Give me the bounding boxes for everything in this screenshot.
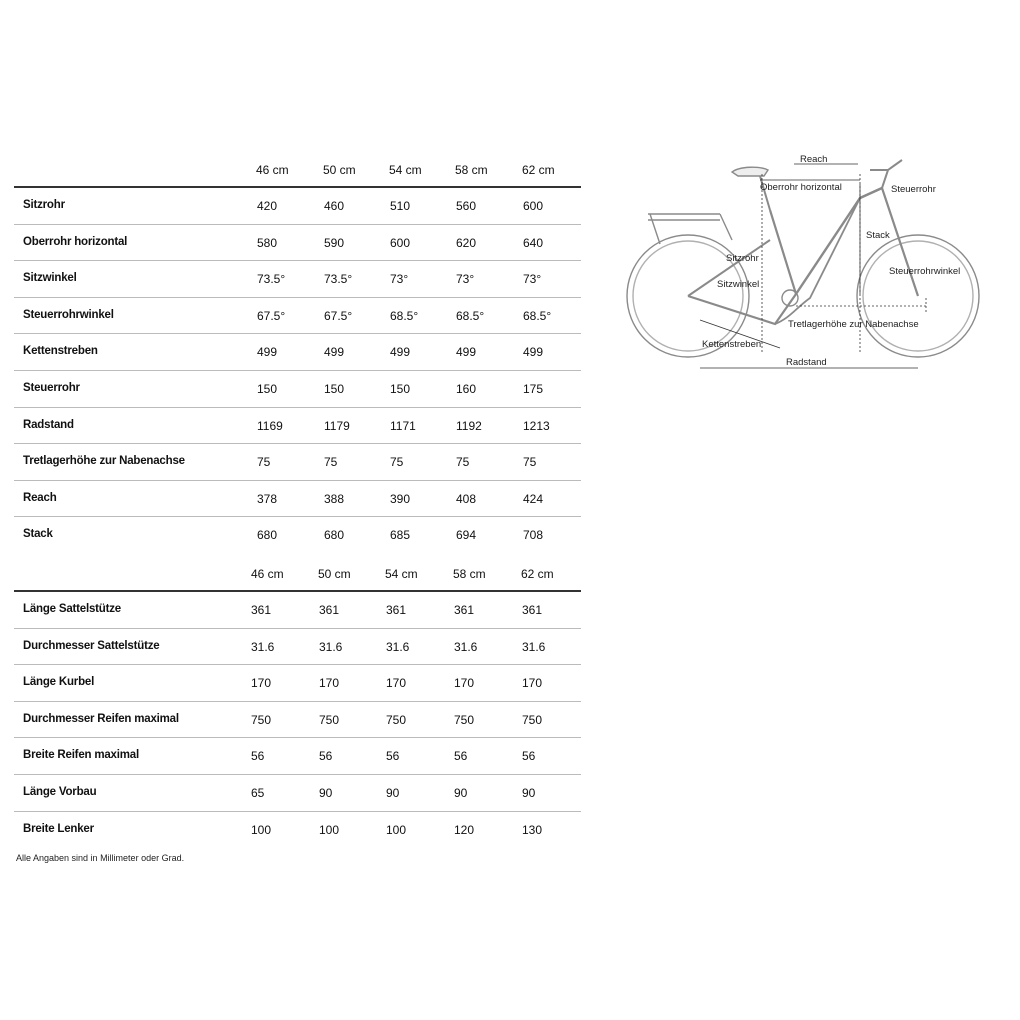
cell-value: 640	[523, 235, 544, 250]
components-table-header	[14, 556, 581, 592]
cell-value: 75	[456, 455, 470, 470]
cell-value: 68.5°	[456, 308, 485, 323]
label-stack: Stack	[866, 230, 890, 241]
cell-value: 361	[386, 603, 407, 617]
label-kettenstreben: Kettenstreben	[702, 339, 762, 350]
table-row	[14, 702, 581, 739]
cell-value: 90	[386, 785, 400, 800]
row-label: Länge Sattelstütze	[23, 603, 122, 615]
cell-value: 424	[523, 491, 544, 506]
row-label: Durchmesser Sattelstütze	[23, 639, 160, 652]
cell-value: 73°	[390, 272, 409, 287]
cell-value: 150	[257, 381, 278, 396]
row-label: Steuerrohr	[23, 381, 80, 394]
label-steuerrohr: Steuerrohr	[891, 184, 936, 195]
table-row	[14, 775, 581, 812]
row-label: Reach	[23, 491, 57, 504]
table-row	[14, 188, 581, 225]
cell-value: 685	[390, 528, 411, 543]
cell-value: 73°	[456, 272, 475, 287]
cell-value: 31.6	[251, 639, 275, 654]
cell-value: 90	[319, 785, 333, 800]
table-row	[14, 298, 581, 335]
size-header: 46 cm	[256, 163, 289, 177]
cell-value: 750	[522, 712, 543, 727]
cell-value: 420	[257, 199, 278, 213]
diagram-labels	[702, 154, 960, 368]
cell-value: 67.5°	[257, 308, 286, 323]
row-label: Sitzwinkel	[23, 272, 77, 285]
row-label: Sitzrohr	[23, 199, 65, 211]
size-header: 62 cm	[521, 567, 554, 581]
row-label: Durchmesser Reifen maximal	[23, 712, 179, 725]
cell-value: 680	[257, 528, 278, 543]
cell-value: 65	[251, 785, 265, 800]
cell-value: 408	[456, 491, 477, 506]
cell-value: 150	[324, 381, 345, 396]
cell-value: 90	[522, 785, 536, 800]
label-sitzwinkel: Sitzwinkel	[717, 279, 760, 290]
cell-value: 580	[257, 235, 278, 250]
row-label: Länge Kurbel	[23, 676, 95, 689]
label-oberrohr: Oberrohr horizontal	[760, 182, 842, 193]
cell-value: 361	[522, 603, 543, 617]
table-row	[14, 517, 581, 553]
geometry-table	[14, 152, 581, 553]
row-label: Stack	[23, 528, 53, 541]
row-label: Tretlagerhöhe zur Nabenachse	[23, 455, 185, 468]
footnote: Alle Angaben sind in Millimeter oder Grad.	[16, 853, 185, 863]
cell-value: 361	[454, 603, 475, 617]
cell-value: 100	[251, 822, 272, 837]
cell-value: 56	[454, 749, 468, 764]
cell-value: 510	[390, 199, 411, 213]
table-row	[14, 408, 581, 445]
cell-value: 750	[454, 712, 475, 727]
table-row	[14, 334, 581, 371]
cell-value: 1171	[390, 418, 416, 433]
components-table	[14, 556, 581, 847]
cell-value: 560	[456, 199, 477, 213]
cell-value: 170	[454, 676, 475, 691]
cell-value: 1179	[324, 418, 350, 433]
cell-value: 750	[319, 712, 340, 727]
cell-value: 600	[390, 235, 411, 250]
table-row	[14, 225, 581, 262]
row-label: Radstand	[23, 418, 74, 431]
cell-value: 750	[251, 712, 272, 727]
geometry-table-header	[14, 152, 581, 188]
cell-value: 90	[454, 785, 468, 800]
label-sitzrohr: Sitzrohr	[726, 253, 759, 264]
cell-value: 499	[324, 345, 345, 360]
cell-value: 620	[456, 235, 477, 250]
cell-value: 1192	[456, 418, 482, 433]
cell-value: 750	[386, 712, 407, 727]
cell-value: 170	[386, 676, 407, 691]
cell-value: 499	[390, 345, 411, 360]
cell-value: 31.6	[319, 639, 343, 654]
cell-value: 31.6	[386, 639, 410, 654]
cell-value: 361	[251, 603, 272, 617]
cell-value: 499	[257, 345, 278, 360]
cell-value: 170	[522, 676, 543, 691]
table-row	[14, 665, 581, 702]
row-label: Kettenstreben	[23, 345, 98, 358]
table-row	[14, 592, 581, 629]
row-label: Steuerrohrwinkel	[23, 308, 114, 321]
cell-value: 170	[319, 676, 340, 691]
row-label: Breite Reifen maximal	[23, 749, 139, 762]
cell-value: 361	[319, 603, 340, 617]
table-row	[14, 629, 581, 666]
cell-value: 1169	[257, 418, 283, 433]
table-row	[14, 371, 581, 408]
row-label: Oberrohr horizontal	[23, 235, 128, 248]
size-header: 50 cm	[318, 567, 351, 581]
cell-value: 130	[522, 822, 543, 837]
size-header: 58 cm	[455, 163, 488, 177]
label-radstand: Radstand	[786, 357, 827, 368]
cell-value: 56	[319, 749, 333, 764]
size-header: 54 cm	[385, 567, 418, 581]
cell-value: 56	[386, 749, 400, 764]
cell-value: 68.5°	[523, 308, 552, 323]
cell-value: 600	[523, 199, 544, 213]
cell-value: 31.6	[454, 639, 478, 654]
cell-value: 56	[522, 749, 536, 764]
size-header: 62 cm	[522, 163, 555, 177]
cell-value: 56	[251, 749, 265, 764]
table-row	[14, 444, 581, 481]
cell-value: 100	[386, 822, 407, 837]
label-steuerrohrwinkel: Steuerrohrwinkel	[889, 266, 961, 277]
cell-value: 680	[324, 528, 345, 543]
row-label: Breite Lenker	[23, 822, 94, 835]
cell-value: 120	[454, 822, 475, 837]
cell-value: 1213	[523, 418, 550, 433]
table-row	[14, 738, 581, 775]
size-header: 54 cm	[389, 163, 422, 177]
cell-value: 31.6	[522, 639, 546, 654]
cell-value: 75	[257, 455, 271, 470]
cell-value: 73.5°	[324, 272, 353, 287]
cell-value: 590	[324, 235, 345, 250]
table-row	[14, 481, 581, 518]
bike-geometry-diagram	[620, 148, 1000, 383]
cell-value: 150	[390, 381, 411, 396]
cell-value: 390	[390, 491, 411, 506]
cell-value: 499	[523, 345, 544, 360]
table-row	[14, 812, 581, 848]
cell-value: 67.5°	[324, 308, 353, 323]
cell-value: 460	[324, 199, 345, 213]
row-label: Länge Vorbau	[23, 785, 97, 798]
size-header: 58 cm	[453, 567, 486, 581]
cell-value: 175	[523, 381, 544, 396]
cell-value: 75	[390, 455, 404, 470]
label-reach: Reach	[800, 154, 828, 165]
cell-value: 68.5°	[390, 308, 419, 323]
size-header: 46 cm	[251, 567, 284, 581]
cell-value: 75	[523, 455, 537, 470]
cell-value: 100	[319, 822, 340, 837]
cell-value: 694	[456, 528, 477, 543]
cell-value: 708	[523, 528, 544, 543]
cell-value: 170	[251, 676, 272, 691]
cell-value: 75	[324, 455, 338, 470]
cell-value: 378	[257, 491, 278, 506]
cell-value: 388	[324, 491, 345, 506]
cell-value: 73.5°	[257, 272, 286, 287]
label-tretlager: Tretlagerhöhe zur Nabenachse	[788, 319, 919, 330]
cell-value: 499	[456, 345, 477, 360]
size-header: 50 cm	[323, 163, 356, 177]
cell-value: 160	[456, 381, 477, 396]
table-row	[14, 261, 581, 298]
cell-value: 73°	[523, 272, 542, 287]
